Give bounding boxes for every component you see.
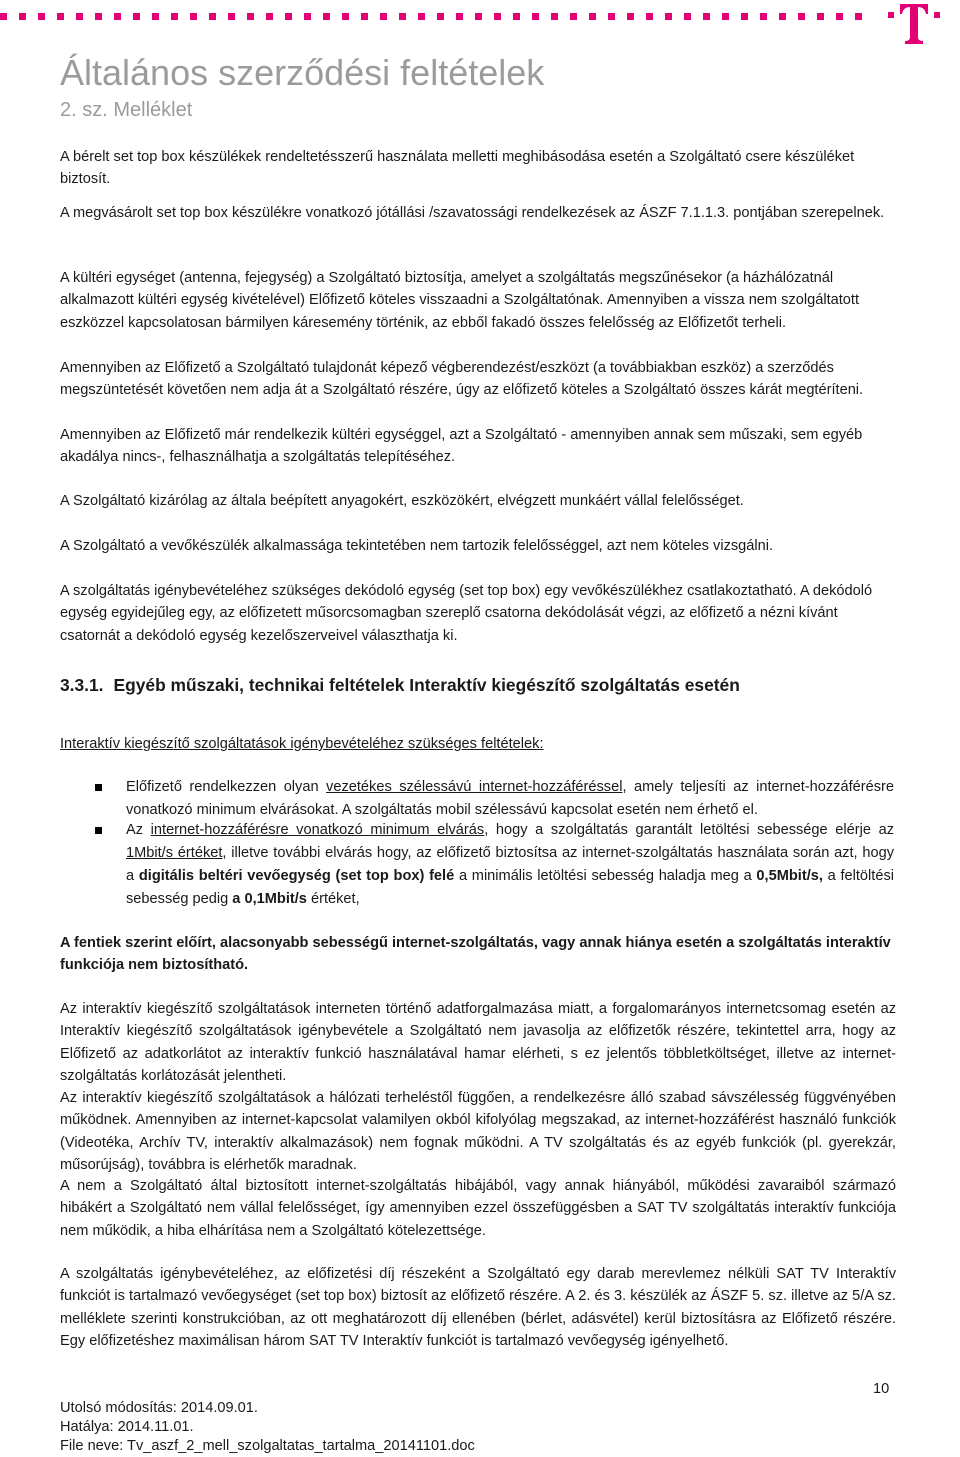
section-title: Egyéb műszaki, technikai feltételek Interaktív kiegészítő szolgáltatás esetén — [113, 675, 740, 695]
paragraph-third-party-isp: A nem a Szolgáltató által biztosított internet-szolgáltatás hibájából, vagy annak hiányából, működési zavaraiból származó hibákért a Szolgáltató nem vállal felelősséget, így amennyiben ezzel összefüggésben a SAT TV szolgáltatás interaktív funkciója nem működik, a hiba elhárítása nem a Szolgáltató kötelezettsége. — [60, 1178, 896, 1239]
paragraph-outdoor-unit: A kültéri egységet (antenna, fejegység) a Szolgáltató biztosítja, amelyet a szolgáltatás megszűnésekor (a házhálózatnál alkalmazott kültéri egység kivételével) Előfizető köteles visszaadni a Szolgáltatónak. Amennyiben a vissza nem szolgáltatott eszközzel kapcsolatosan bármilyen káresemény történik, az ebből fakadó összes felelősség az Előfizetőt terheli. — [60, 270, 860, 331]
paragraph-liability: A Szolgáltató kizárólag az általa beépített anyagokért, eszközökért, elvégzett munkáért vállal felelősséget. — [60, 493, 744, 509]
footer-modified: Utolsó módosítás: 2014.09.01. — [60, 1400, 258, 1416]
footer-filename: File neve: Tv_aszf_2_mell_szolgaltatas_tartalma_20141101.doc — [60, 1438, 475, 1454]
bullet-marker-1 — [95, 784, 102, 791]
bullet-speed-requirement: Az internet-hozzáférésre vonatkozó minimum elvárás, hogy a szolgáltatás garantált letöltési sebessége elérje az 1Mbit/s értéket, illetve további elvárás hogy, az előfizető biztosítsa az internet-szolgáltatás használata során azt, hogy a digitális beltéri vevőegység (set top box) felé a minimális letöltési sebesség haladja meg a 0,5Mbit/s, a feltöltési sebesség pedig a 0,1Mbit/s értéket, — [126, 822, 895, 907]
section-heading — [60, 675, 740, 696]
paragraph-existing-outdoor-unit: Amennyiben az Előfizető már rendelkezik kültéri egységgel, azt a Szolgáltató - amennyiben annak sem műszaki, sem egyéb akadálya nincs-, felhasználhatja a szolgáltatás telepítéséhez. — [60, 427, 863, 466]
warning-paragraph: A fentiek szerint előírt, alacsonyabb sebességű internet-szolgáltatás, vagy annak hiánya esetén a szolgáltatás interaktív funkciója nem biztosítható. — [60, 935, 891, 974]
bullet-broadband-requirement: Előfizető rendelkezzen olyan vezetékes szélessávú internet-hozzáféréssel, amely teljesíti az internet-hozzáférésre vonatkozó minimum elvárásokat. A szolgáltatás mobil szélessávú kapcsolat esetén nem érhető el. — [126, 779, 894, 818]
paragraph-decoder: A szolgáltatás igénybevételéhez szükséges dekódoló egység (set top box) egy vevőkészülékhez csatlakoztatható. A dekódoló egység egyidejűleg egy, az előfizetett műsorcsomagban szereplő csatorna dekódolását végzi, az előfizető a nézni kívánt csatornát a dekódoló egység kezelőszerveivel választhatja ki. — [60, 583, 873, 644]
brand-dot-row — [0, 13, 874, 20]
page-subtitle: 2. sz. Melléklet — [60, 99, 193, 121]
requirements-subheading: Interaktív kiegészítő szolgáltatások igénybevételéhez szükséges feltételek: — [60, 736, 544, 752]
paragraph-bandwidth: Az interaktív kiegészítő szolgáltatások a hálózati terheléstől függően, a rendelkezésre álló szabad sávszélesség függvényében működnek. Amennyiben az internet-kapcsolat valamilyen okból kifolyólag megszakad, az internet-hozzáférést használó funkciók (Videotéka, Archív TV, interaktív alkalmazások) nem fognak működni. A TV szolgáltatás és az egyéb funkciók (pl. gyerekzár, műsorújság), továbbra is elérhetők maradnak. — [60, 1090, 896, 1173]
paragraph-equipment-return: Amennyiben az Előfizető a Szolgáltató tulajdonát képező végberendezést/eszközt (a továbbiakban eszköz) a szerződés megszüntetését követően nem adja át a Szolgáltató részére, úgy az előfizető köteles a Szolgáltató összes kárát megtéríteni. — [60, 360, 864, 399]
footer-effective: Hatálya: 2014.11.01. — [60, 1419, 194, 1435]
paragraph-rented-device: A bérelt set top box készülékek rendeltetésszerű használata melletti meghibásodása esetén a Szolgáltató csere készüléket biztosít. — [60, 149, 855, 188]
section-number: 3.3.1. — [60, 675, 104, 695]
page-number: 10 — [873, 1381, 890, 1397]
page-title: Általános szerződési feltételek — [60, 52, 545, 93]
bullet-marker-2 — [95, 827, 102, 834]
paragraph-set-top-box: A szolgáltatás igénybevételéhez, az előfizetési díj részeként a Szolgáltató egy darab merevlemez nélküli SAT TV Interaktív funkciót is tartalmazó vevőegységet (set top box) biztosít az előfizető részére. A 2. és 3. készülék az ÁSZF 5. sz. illetve az 5/A sz. melléklete szerinti konstrukcióban, az ott meghatározott díj ellenében (bérlet, adásvétel) kerül biztosításra az Előfizető részére. Egy előfizetéshez maximálisan három SAT TV Interaktív funkciót is tartalmazó vevőegység igényelhető. — [60, 1266, 896, 1349]
paragraph-receiver: A Szolgáltató a vevőkészülék alkalmassága tekintetében nem tartozik felelősséggel, azt nem köteles vizsgálni. — [60, 538, 774, 554]
paragraph-data-traffic: Az interaktív kiegészítő szolgáltatások interneten történő adatforgalmazása miatt, a forgalomarányos internetcsomag esetén az Interaktív kiegészítő szolgáltatások igénybevétele a Szolgáltató nem javasolja az előfizetők részére, tekintettel arra, hogy az Előfizető az adatkorlátot az interaktív funkció használatával hamar elérheti, s ez jelentős többletköltséget, illetve az internet-szolgáltatás korlátozását jelentheti. — [60, 1001, 896, 1084]
paragraph-purchased-device: A megvásárolt set top box készülékre vonatkozó jótállási /szavatossági rendelkezések az ÁSZF 7.1.1.3. pontjában szerepelnek. — [60, 205, 885, 221]
telekom-t-logo-icon — [888, 4, 942, 44]
